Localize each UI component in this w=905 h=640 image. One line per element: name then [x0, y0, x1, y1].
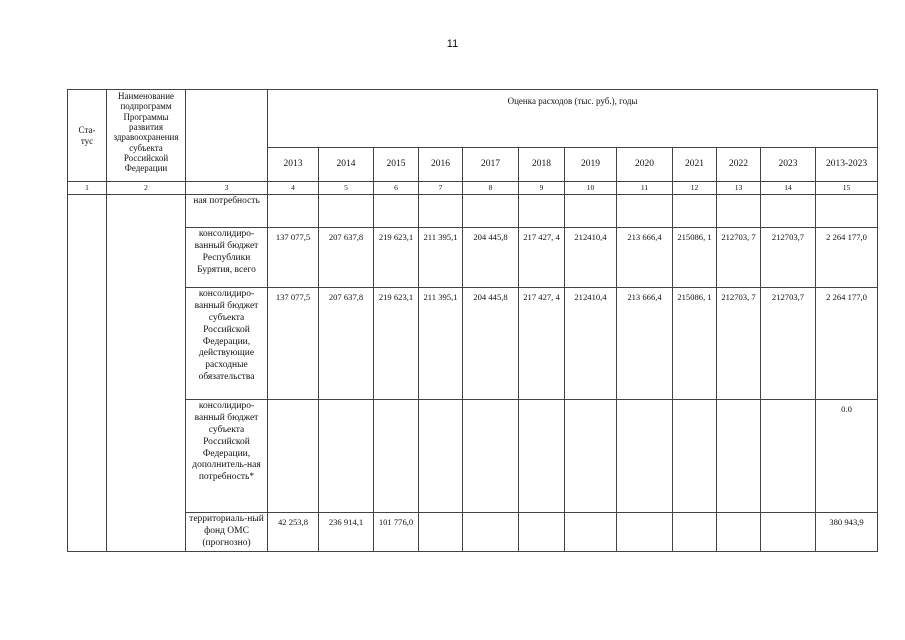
funding-source-cell: территориаль-ный фонд ОМС (прогнозно) — [186, 513, 268, 552]
value-cell-2019: 212410,4 — [565, 228, 617, 288]
year-2013: 2013 — [268, 148, 319, 182]
index-cell: 14 — [761, 182, 816, 195]
index-cell: 12 — [673, 182, 717, 195]
index-cell: 13 — [717, 182, 761, 195]
index-cell: 15 — [816, 182, 878, 195]
value-cell-2013-2023: 2 264 177,0 — [816, 288, 878, 400]
value-cell-2023 — [761, 513, 816, 552]
year-2022: 2022 — [717, 148, 761, 182]
value-cell-2017 — [463, 195, 519, 228]
value-cell-2023: 212703,7 — [761, 288, 816, 400]
subprogram-name-cell — [107, 195, 186, 552]
value-cell-2013: 137 077,5 — [268, 228, 319, 288]
value-cell-2013: 137 077,5 — [268, 288, 319, 400]
year-2015: 2015 — [374, 148, 419, 182]
value-cell-2021: 215086, 1 — [673, 288, 717, 400]
index-cell: 4 — [268, 182, 319, 195]
table-body — [68, 195, 878, 552]
index-cell: 5 — [319, 182, 374, 195]
header-subprogram-name: Наименование подпрограмм Программы развития здравоохранения субъекта Российской Федерации — [107, 90, 186, 182]
value-cell-2013-2023: 0.0 — [816, 400, 878, 513]
index-cell: 3 — [186, 182, 268, 195]
header-caption: Оценка расходов (тыс. руб.), годы — [268, 90, 878, 148]
table-row — [68, 400, 878, 513]
value-cell-2018: 217 427, 4 — [519, 228, 565, 288]
value-cell-2022: 212703, 7 — [717, 228, 761, 288]
value-cell-2013-2023: 380 943,9 — [816, 513, 878, 552]
value-cell-2020 — [617, 513, 673, 552]
index-cell: 6 — [374, 182, 419, 195]
value-cell-2015: 219 623,1 — [374, 288, 419, 400]
value-cell-2014 — [319, 400, 374, 513]
value-cell-2017 — [463, 513, 519, 552]
value-cell-2023 — [761, 400, 816, 513]
year-2021: 2021 — [673, 148, 717, 182]
value-cell-2014: 236 914,1 — [319, 513, 374, 552]
value-cell-2015: 101 776,0 — [374, 513, 419, 552]
year-2020: 2020 — [617, 148, 673, 182]
value-cell-2016 — [419, 195, 463, 228]
year-2019: 2019 — [565, 148, 617, 182]
value-cell-2020: 213 666,4 — [617, 288, 673, 400]
value-cell-2018 — [519, 400, 565, 513]
value-cell-2015 — [374, 195, 419, 228]
value-cell-2022: 212703, 7 — [717, 288, 761, 400]
value-cell-2013: 42 253,8 — [268, 513, 319, 552]
value-cell-2013 — [268, 400, 319, 513]
index-cell: 8 — [463, 182, 519, 195]
status-cell — [68, 195, 107, 552]
page-number: 11 — [446, 38, 459, 50]
value-cell-2013 — [268, 195, 319, 228]
value-cell-2021 — [673, 400, 717, 513]
value-cell-2020 — [617, 400, 673, 513]
value-cell-2016: 211 395,1 — [419, 228, 463, 288]
value-cell-2021: 215086, 1 — [673, 228, 717, 288]
year-2018: 2018 — [519, 148, 565, 182]
budget-table — [67, 89, 878, 552]
index-cell: 2 — [107, 182, 186, 195]
table-row — [68, 288, 878, 400]
value-cell-2018 — [519, 195, 565, 228]
index-cell: 1 — [68, 182, 107, 195]
column-index-row — [68, 182, 878, 195]
funding-source-cell: консолидиро-ванный бюджет субъекта Российской Федерации, действующие расходные обязательства — [186, 288, 268, 400]
index-cell: 7 — [419, 182, 463, 195]
value-cell-2022 — [717, 400, 761, 513]
index-cell: 9 — [519, 182, 565, 195]
value-cell-2013-2023 — [816, 195, 878, 228]
value-cell-2022 — [717, 195, 761, 228]
value-cell-2013-2023: 2 264 177,0 — [816, 228, 878, 288]
value-cell-2023 — [761, 195, 816, 228]
value-cell-2020 — [617, 195, 673, 228]
value-cell-2018 — [519, 513, 565, 552]
funding-source-cell: консолидиро-ванный бюджет субъекта Российской Федерации, дополнитель-ная потребность* — [186, 400, 268, 513]
header-col3 — [186, 90, 268, 182]
value-cell-2019: 212410,4 — [565, 288, 617, 400]
year-2014: 2014 — [319, 148, 374, 182]
value-cell-2023: 212703,7 — [761, 228, 816, 288]
year-2023: 2023 — [761, 148, 816, 182]
value-cell-2020: 213 666,4 — [617, 228, 673, 288]
table-row — [68, 228, 878, 288]
year-2017: 2017 — [463, 148, 519, 182]
value-cell-2015 — [374, 400, 419, 513]
value-cell-2016 — [419, 513, 463, 552]
value-cell-2015: 219 623,1 — [374, 228, 419, 288]
year-total: 2013-2023 — [816, 148, 878, 182]
header-status: Ста- тус — [68, 90, 107, 182]
index-cell: 10 — [565, 182, 617, 195]
year-2016: 2016 — [419, 148, 463, 182]
value-cell-2014: 207 637,8 — [319, 228, 374, 288]
value-cell-2022 — [717, 513, 761, 552]
table-row — [68, 195, 878, 228]
index-cell: 11 — [617, 182, 673, 195]
value-cell-2016 — [419, 400, 463, 513]
value-cell-2014 — [319, 195, 374, 228]
value-cell-2016: 211 395,1 — [419, 288, 463, 400]
value-cell-2021 — [673, 195, 717, 228]
table-row — [68, 513, 878, 552]
funding-source-cell: ная потребность — [186, 195, 268, 228]
value-cell-2017: 204 445,8 — [463, 288, 519, 400]
funding-source-cell: консолидиро-ванный бюджет Республики Бурятия, всего — [186, 228, 268, 288]
value-cell-2019 — [565, 513, 617, 552]
value-cell-2021 — [673, 513, 717, 552]
value-cell-2014: 207 637,8 — [319, 288, 374, 400]
value-cell-2019 — [565, 400, 617, 513]
value-cell-2017: 204 445,8 — [463, 228, 519, 288]
value-cell-2018: 217 427, 4 — [519, 288, 565, 400]
value-cell-2017 — [463, 400, 519, 513]
value-cell-2019 — [565, 195, 617, 228]
header-row-top — [68, 90, 878, 148]
